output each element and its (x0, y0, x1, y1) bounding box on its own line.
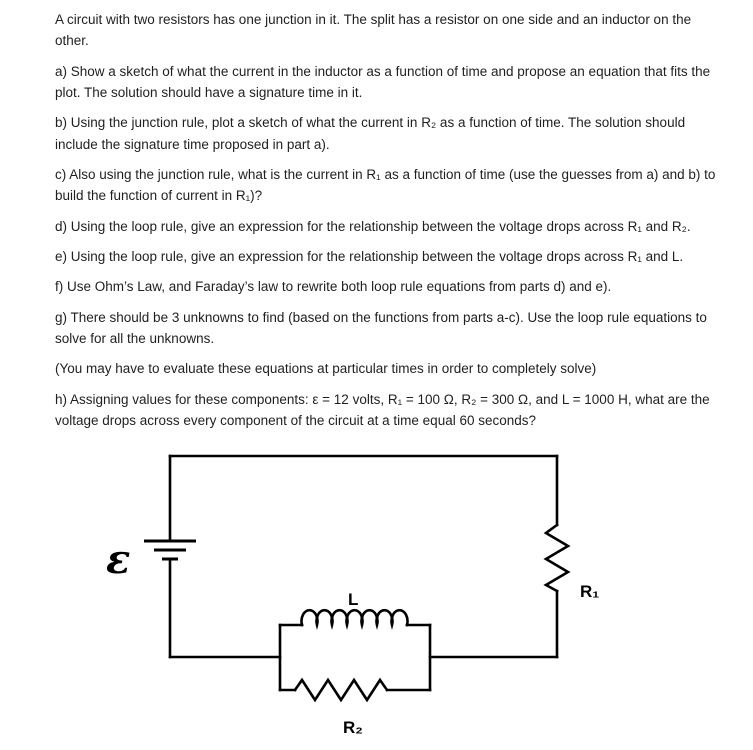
paragraph-part-h: h) Assigning values for these components: ε = 12 volts, R₁ = 100 Ω, R₂ = 300 Ω, and L = 1000 H, what are the voltage drops across every component of the circuit at a time equal 60 seconds? (55, 391, 710, 428)
resistor-r1 (546, 525, 568, 591)
circuit-diagram (100, 445, 753, 750)
r2-label: R₂ (343, 718, 363, 738)
paragraph-part-e: e) Using the loop rule, give an expression for the relationship between the voltage drops across R₁ and L. (55, 248, 684, 264)
paragraph-part-f: f) Use Ohm’s Law, and Faraday’s law to rewrite both loop rule equations from parts d) and e). (55, 279, 612, 295)
paragraph-part-g: g) There should be 3 unknowns to find (based on the functions from parts a-c). Use the loop rule equations to solve for all the unknowns. (55, 309, 707, 346)
r1-label: R₁ (580, 582, 600, 602)
paragraph-note: (You may have to evaluate these equations at particular times in order to completely solve) (55, 361, 597, 377)
resistor-r2 (295, 680, 387, 700)
inductor-label: L (348, 590, 359, 610)
paragraph-part-d: d) Using the loop rule, give an expression for the relationship between the voltage drops across R₁ and R₂. (55, 218, 691, 234)
paragraph-part-a: a) Show a sketch of what the current in the inductor as a function of time and propose an equation that fits the plot. The solution should have a signature time in it. (55, 63, 711, 100)
circuit-svg (100, 445, 700, 745)
battery-symbol (144, 541, 196, 559)
paragraph-part-b: b) Using the junction rule, plot a sketch of what the current in R₂ as a function of time. The solution should include the signature time proposed in part a). (55, 115, 686, 152)
emf-label: ε (106, 536, 131, 584)
inductor-coil (302, 610, 408, 625)
paragraph-intro: A circuit with two resistors has one junction in it. The split has a resistor on one side and an inductor on the other. (55, 12, 692, 49)
paragraph-part-c: c) Also using the junction rule, what is the current in R₁ as a function of time (use the guesses from a) and b) to build the function of current in R₁)? (55, 166, 716, 204)
